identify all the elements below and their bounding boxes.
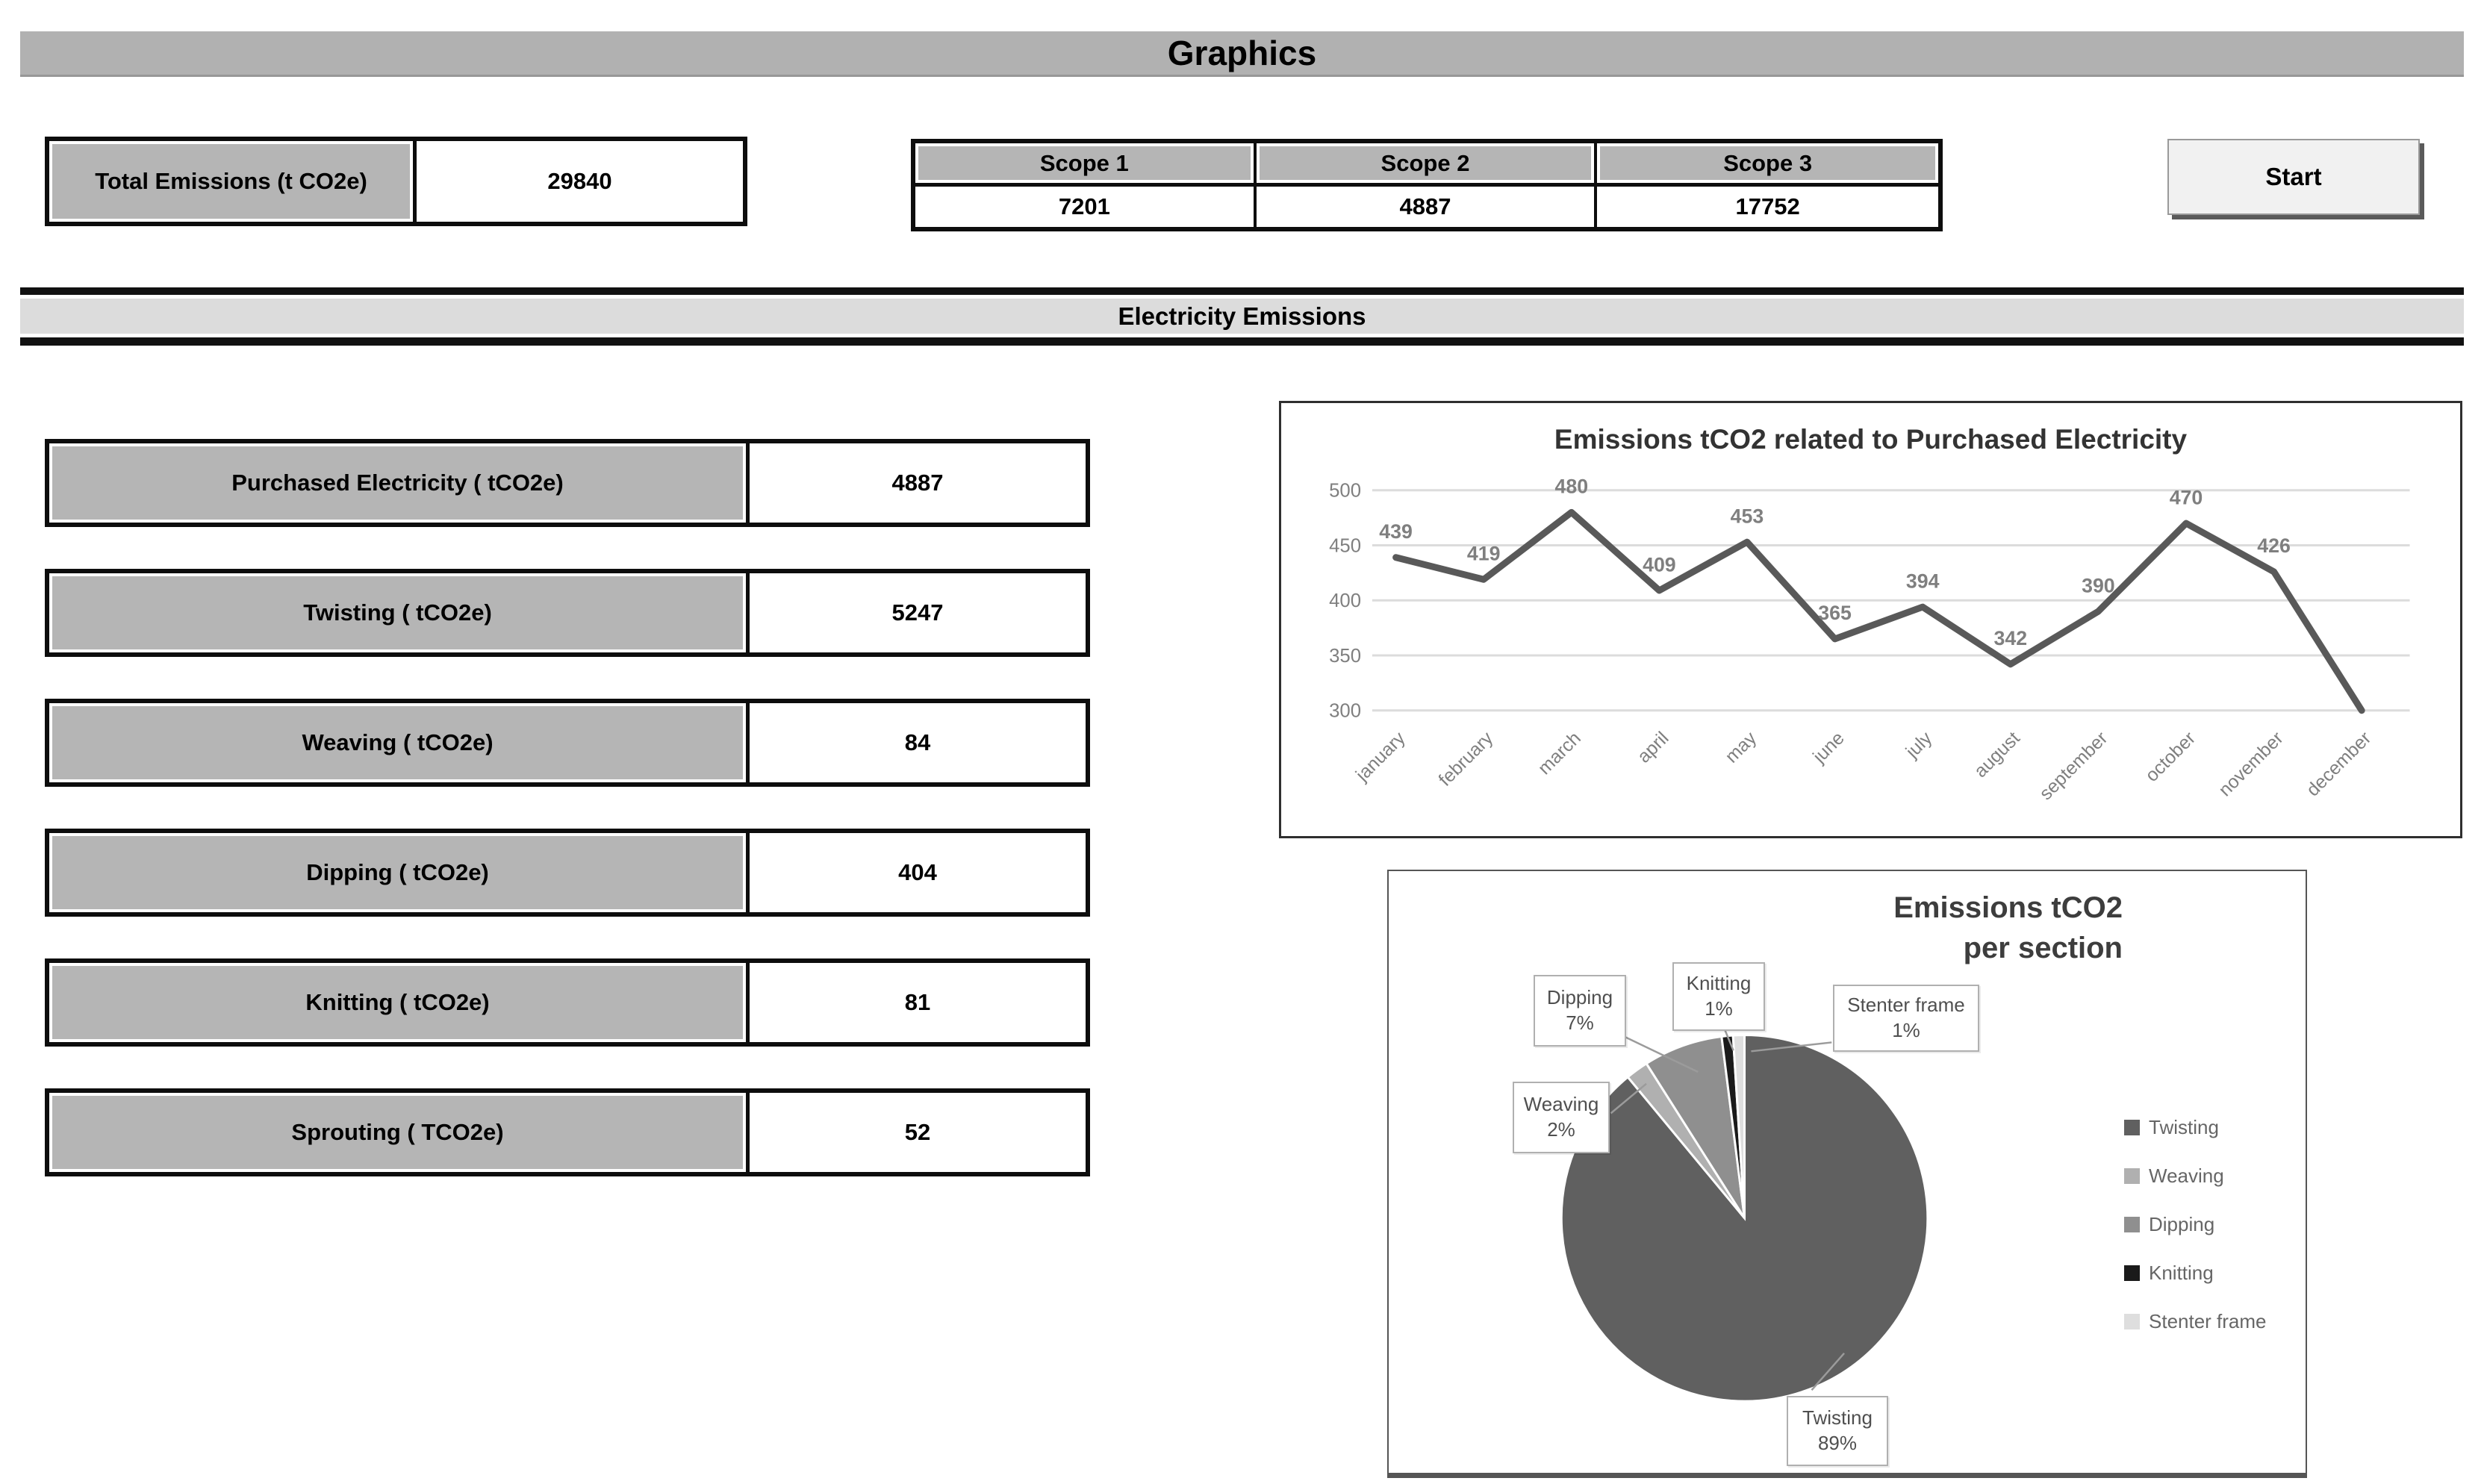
legend-marker-icon: [2124, 1120, 2140, 1135]
svg-text:300: 300: [1329, 700, 1362, 722]
table-row: [45, 569, 1090, 657]
legend-item-twisting: [2124, 1116, 2267, 1139]
legend-label: Stenter frame: [2149, 1310, 2267, 1332]
row-value: 5247: [891, 599, 944, 626]
svg-text:426: 426: [2257, 534, 2291, 558]
page-title-bar: [20, 31, 2464, 77]
scope-table: [911, 139, 1943, 231]
callout-pct: 7%: [1566, 1011, 1594, 1034]
svg-text:july: july: [1902, 728, 1937, 762]
callout-pct: 1%: [1892, 1019, 1920, 1041]
row-value: 84: [904, 729, 931, 755]
pie-callout-knitting: [1672, 962, 1765, 1031]
legend-marker-icon: [2124, 1265, 2140, 1281]
svg-text:480: 480: [1554, 475, 1589, 498]
table-row: [45, 699, 1090, 787]
legend-marker-icon: [2124, 1168, 2140, 1184]
callout-pct: 89%: [1817, 1432, 1858, 1454]
scope2-value-cell[interactable]: [1257, 187, 1598, 227]
pie-title-line2: per section: [1963, 932, 2123, 964]
callout-label: Weaving: [1523, 1093, 1599, 1116]
row-value: 4887: [891, 470, 944, 496]
total-emissions-value: 29840: [547, 168, 612, 194]
section-bar-title: Electricity Emissions: [1118, 302, 1366, 330]
callout-label: Stenter frame: [1847, 994, 1965, 1017]
svg-text:453: 453: [1730, 505, 1764, 528]
pie-callout-twisting: [1787, 1396, 1888, 1466]
scope1-header-cell: [915, 143, 1257, 187]
total-emissions-value-cell[interactable]: [417, 141, 743, 222]
table-row: [45, 439, 1090, 527]
row-value-cell[interactable]: [750, 963, 1086, 1042]
row-label-cell: [49, 573, 750, 652]
pie-title-line1: Emissions tCO2: [1893, 891, 2123, 924]
pie-callout-dipping: [1534, 975, 1626, 1047]
svg-text:470: 470: [2169, 486, 2203, 509]
row-label-cell: [49, 443, 750, 523]
scope1-header: Scope 1: [1039, 149, 1129, 176]
row-label: Twisting ( tCO2e): [303, 599, 492, 626]
callout-label: Knitting: [1686, 972, 1752, 995]
svg-text:342: 342: [1993, 627, 2028, 650]
row-value-cell[interactable]: [750, 443, 1086, 523]
legend-item-weaving: [2124, 1165, 2267, 1188]
electricity-data-table: [45, 439, 1090, 1176]
table-row: [45, 829, 1090, 917]
svg-text:400: 400: [1329, 590, 1362, 612]
row-label-cell: [49, 703, 750, 782]
legend-marker-icon: [2124, 1217, 2140, 1232]
legend-marker-icon: [2124, 1314, 2140, 1329]
start-button[interactable]: [2167, 139, 2420, 215]
pie-callout-stenter-frame: [1833, 985, 1979, 1052]
svg-text:365: 365: [1818, 602, 1852, 625]
row-label: Knitting ( tCO2e): [305, 989, 490, 1015]
scope3-header-cell: [1597, 143, 1938, 187]
scope2-header-cell: [1257, 143, 1598, 187]
line-chart-panel: [1279, 401, 2462, 838]
svg-text:409: 409: [1643, 553, 1676, 576]
svg-text:450: 450: [1329, 535, 1362, 557]
row-label: Dipping ( tCO2e): [306, 859, 489, 885]
pie-legend: [2124, 1116, 2267, 1333]
legend-item-dipping: [2124, 1213, 2267, 1236]
row-label-cell: [49, 963, 750, 1042]
svg-text:march: march: [1534, 728, 1585, 779]
svg-text:390: 390: [2082, 574, 2115, 597]
svg-text:350: 350: [1329, 645, 1362, 667]
line-chart: [1281, 403, 2460, 836]
svg-text:october: october: [2141, 728, 2200, 786]
legend-label: Weaving: [2149, 1165, 2224, 1187]
total-emissions-table: [45, 137, 747, 226]
svg-text:may: may: [1721, 728, 1761, 767]
scope3-value-cell[interactable]: [1597, 187, 1938, 227]
electricity-emissions-section-bar: [20, 287, 2464, 346]
legend-label: Dipping: [2149, 1213, 2215, 1235]
svg-text:august: august: [1970, 728, 2024, 782]
callout-pct: 2%: [1547, 1118, 1575, 1141]
svg-text:june: june: [1809, 728, 1849, 767]
svg-text:february: february: [1435, 728, 1498, 791]
page-title: Graphics: [1167, 34, 1317, 72]
row-label-cell: [49, 1093, 750, 1172]
svg-text:september: september: [2035, 728, 2112, 805]
svg-text:january: january: [1352, 728, 1410, 785]
row-label-cell: [49, 833, 750, 912]
row-value-cell[interactable]: [750, 833, 1086, 912]
row-label: Weaving ( tCO2e): [302, 729, 494, 755]
legend-item-stenter-frame: [2124, 1310, 2267, 1333]
svg-text:december: december: [2303, 728, 2376, 801]
scope3-header: Scope 3: [1723, 149, 1813, 176]
svg-text:419: 419: [1466, 542, 1501, 565]
row-label: Purchased Electricity ( tCO2e): [231, 470, 564, 496]
total-emissions-label: Total Emissions (t CO2e): [95, 168, 367, 194]
pie-callout-weaving: [1513, 1082, 1610, 1153]
legend-item-knitting: [2124, 1262, 2267, 1285]
scope3-value: 17752: [1735, 193, 1800, 219]
legend-label: Twisting: [2149, 1116, 2219, 1138]
legend-label: Knitting: [2149, 1262, 2214, 1284]
row-value-cell[interactable]: [750, 703, 1086, 782]
scope1-value-cell[interactable]: [915, 187, 1257, 227]
svg-text:394: 394: [1905, 570, 1940, 593]
row-value: 81: [904, 989, 931, 1015]
scope2-value: 4887: [1399, 193, 1451, 219]
start-button-label: Start: [2265, 163, 2322, 190]
scope2-header: Scope 2: [1380, 149, 1470, 176]
row-value: 404: [898, 859, 937, 885]
callout-label: Twisting: [1802, 1406, 1873, 1430]
table-row: [45, 958, 1090, 1047]
total-emissions-label-cell: [49, 141, 417, 222]
row-value: 52: [904, 1119, 931, 1145]
row-value-cell[interactable]: [750, 1093, 1086, 1172]
scope1-value: 7201: [1058, 193, 1110, 219]
line-chart-title: Emissions tCO2 related to Purchased Electricity: [1554, 424, 2188, 455]
pie-chart-title: [1600, 888, 2123, 968]
svg-text:500: 500: [1329, 480, 1362, 502]
row-value-cell[interactable]: [750, 573, 1086, 652]
svg-text:november: november: [2214, 728, 2288, 801]
row-label: Sprouting ( TCO2e): [291, 1119, 504, 1145]
table-row: [45, 1088, 1090, 1176]
svg-text:439: 439: [1379, 520, 1413, 543]
callout-label: Dipping: [1546, 986, 1613, 1009]
pie-chart-panel: [1387, 870, 2307, 1478]
callout-pct: 1%: [1705, 997, 1733, 1020]
svg-text:april: april: [1634, 728, 1673, 767]
